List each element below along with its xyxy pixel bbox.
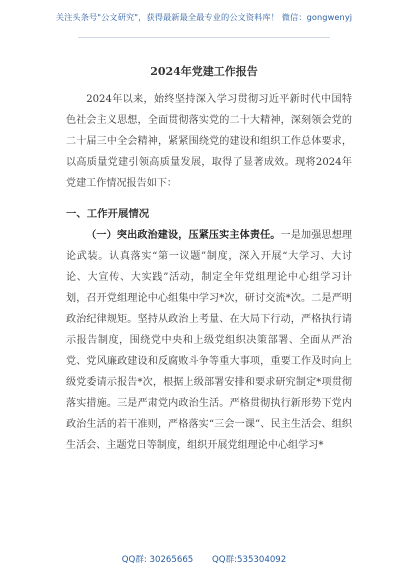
header-banner-text: 关注头条号"公文研究"，获得最新最全最专业的公文资料库！ 微信：gongwenyj <box>55 12 353 22</box>
document-title: 2024年党建工作报告 <box>150 65 258 78</box>
footer-qq-group-2: QQ群:535304092 <box>212 555 287 565</box>
intro-paragraph <box>66 89 352 194</box>
subsection-heading-1: （一）突出政治建设，压紧压实主体责任。 <box>86 230 281 241</box>
intro-text: 2024年以来，始终坚持深入学习贯彻习近平新时代中国特色社会主义思想，全面贯彻落实党的二十大精神，深刻领会党的二十届三中全会精神，紧紧围绕党的建设和组织工作总体要求，以高质量党建引领高质量发展，取得了显著成效。现将2024年党建工作情况报告如下： <box>66 94 352 189</box>
subsection-body-1: 一是加强思想理论武装。认真落实“第一议题”制度，深入开展“大学习、大讨论、大宣传、大实践”活动，制定全年党组理论中心组学习计划，召开党组理论中心组集中学习*次，研讨交流*次。二是严明政治纪律规矩。坚持从政治上考量、在大局下行动，严格执行请示报告制度，围绕党中央和上级党组织决策部署、全面从严治党、党风廉政建设和反腐败斗争等重大事项，重要工作及时向上级党委请示报告*次，根据上级部署安排和要求研究制定*项贯彻落实措施。三是严肃党内政治生活。严格贯彻执行新形势下党内政治生活的若干准则，严格落实“三会一课”、民主生活会、组织生活会、主题党日等制度，组织开展党组理论中心组学习* <box>66 230 353 451</box>
page-footer <box>0 553 408 565</box>
footer-qq-group-1: QQ群: 30265665 <box>121 555 194 565</box>
section-heading-1: 一、工作开展情况 <box>66 208 150 220</box>
subsection-paragraph-text <box>66 225 352 456</box>
subsection-paragraph-1 <box>66 225 352 456</box>
header-divider <box>78 37 330 38</box>
